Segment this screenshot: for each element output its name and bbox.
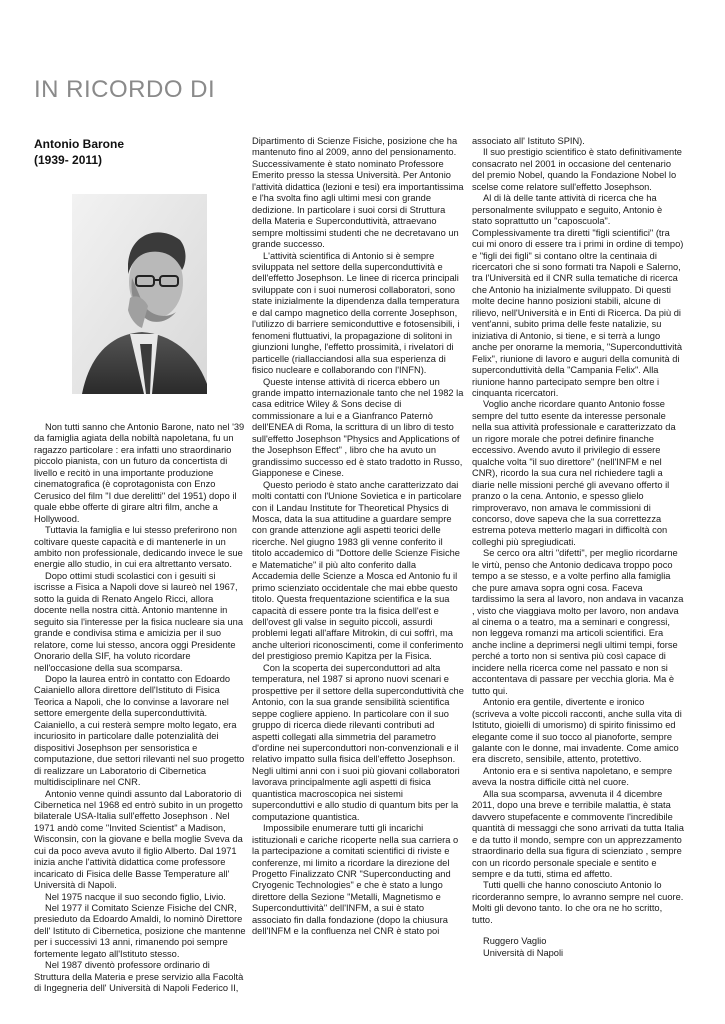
paragraph: Antonio venne quindi assunto dal Laboratorio di Cibernetica nel 1968 ed entrò subito in un progetto bilaterale USA-Italia sull'effetto Josephson . Nel 1971 andò come "Invited Scientist" a Madison, Wisconsin, con la giovane e bella moglie Sveva da cui da poco aveva avuto il figlio Alberto. Dal 1971 inizia anche l'attività didattica come professore incaricato di Fisica delle Basse Temperature all' Università di Napoli. [34, 788, 243, 891]
paragraph: Se cerco ora altri "difetti", per meglio ricordarne le virtù, penso che Antonio dedicava troppo poco tempo a se stesso, e a volte perfino alla famiglia che pure amava sopra ogni cosa. Faceva tardissimo la sera al lavoro, non andava in vacanza , visto che viaggiava molto per lavoro, non andava al cinema o a teatro, ma a seminari e congressi, non leggeva romanzi ma articoli scientifici. Era anche incline a deprimersi negli ultimi tempi, forse perché a torto non si sentiva più così capace di incidere nella ricerca come nel passato e non si accontentava di passare per vecchia gloria. Ma è tutto qui. [472, 548, 684, 696]
article-column-2 [252, 136, 464, 938]
paragraph: Al di là delle tante attività di ricerca che ha personalmente sviluppato e seguito, Antonio è stato soprattutto un "caposcuola". Complessivamente tra diretti "figli scientifici" (tra cui mi onoro di essere tra i primi in ordine di tempo) e "figli dei figli" si contano oltre la centinaia di ricercatori che si sono formati tra Napoli e Salerno, tra l'Università ed il CNR sulla tematiche di ricerca che Antonio ha inizialmente sviluppato. Di questi molte decine hanno posizioni stabili, alcune di rilievo, nell'Università e in Enti di Ricerca. Da più di vent'anni, subito prima delle feste natalizie, su iniziativa di Antonio, si tiene, e si terrà a lungo anche per onorarne la memoria, "Superconduttività Felix", riunione di lavoro e auguri della comunità di superconduttività della "Campania Felix". Alla riunione hanno partecipato sempre ben oltre i cinquanta ricercatori. [472, 193, 684, 398]
paragraph: Nel 1987 diventò professore ordinario di Struttura della Materia e prese servizio alla Facoltà di Ingegneria dell' Università di Napoli Federico II, [34, 960, 244, 994]
section-title: IN RICORDO DI [34, 76, 216, 103]
paragraph: Queste intense attività di ricerca ebbero un grande impatto internazionale tanto che nel 1982 la casa editrice Wiley & Sons decise di commissionare a lui e a Gianfranco Paternò dell'ENEA di Roma, la scrittura di un libro di testo sull'effetto Josephson "Physics and Applications of the Josephson Effect" , libro che ha avuto un grandissimo successo ed è stato tradotto in Russo, Giapponese e Cinese. [252, 376, 464, 479]
person-name: Antonio Barone [34, 137, 124, 151]
article-column-3 [472, 136, 684, 959]
signature-name: Ruggero Vaglio [483, 936, 547, 947]
paragraph: Con la scoperta dei superconduttori ad alta temperatura, nel 1987 si aprono nuovi scenari e prospettive per il settore della superconduttività che Antonio, con la sua grande sensibilità scientifica seppe cogliere appieno. In particolare con il suo gruppo di ricerca diede rilevanti contributi ad aspetti collegati alla simmetria del parametro d'ordine nei superconduttori non-convenzionali e il relativo impatto sulla fisica dell'effetto Josephson. Negli ultimi anni con i suoi più giovani collaboratori lavorava principalmente agli aspetti di fisica quantistica macroscopica nei sistemi superconduttivi e allo studio di quantum bits per la computazione quantistica. [252, 662, 464, 822]
paragraph: Voglio anche ricordare quanto Antonio fosse sempre del tutto esente da interesse personale nella sua attività professionale e caratterizzato da un rigore morale che potrei definire finanche eccessivo. Avendo avuto il privilegio di essere qualche volta "il suo direttore" (nell'INFM e nel CNR), ricordo la sua cura nel richiedere tagli a diarie nelle missioni perché gli avevano offerto il pranzo o la cena. Antonio, e spesso glielo rimproveravo, non amava le commissioni di concorso, dove sapeva che la sua correttezza estrema poteva metterlo magari in difficoltà con colleghi più spregiudicati. [472, 399, 676, 547]
portrait-photo-icon [72, 194, 207, 394]
signature-affiliation: Università di Napoli [483, 947, 564, 958]
paragraph: Impossibile enumerare tutti gli incarichi istituzionali e cariche ricoperte nella sua carriera o la partecipazione a comitati scientifici di riviste e conferenze, mi limito a ricordare la direzione del Progetto Finalizzato CNR "Superconducting and Cryogenic Technologies" e che è stato a lungo direttore della Sezione "Metalli, Magnetismo e Superconduttività" dell'INFM, a sui è stato associato fin dalla fondazione (dopo la chiusura dell'INFM e la confluenza nel CNR è stato poi [252, 823, 459, 937]
paragraph: Nel 1977 il Comitato Scienze Fisiche del CNR, presieduto da Edoardo Amaldi, lo nominò Direttore dell' Istituto di Cibernetica, posizione che mantenne per i successivi 13 anni, rimanendo poi sempre fortemente legato all'Istituto stesso. [34, 903, 246, 959]
paragraph: L'attività scientifica di Antonio si è sempre sviluppata nel settore della superconduttività e dell'effetto Josephson. Le linee di ricerca principali sviluppate con i suoi numerosi collaboratori, sono state inizialmente la dipendenza dalla temperatura e dal campo magnetico della corrente Josephson, l'utilizzo di barriere semiconduttive e fotosensibili, i fenomeni fluttuativi, la propagazione di solitoni in giunzioni lunghe, l'effetto prossimità, i rivelatori di particelle (riallacciandosi alla sua esperienza di fisico nucleare e collaborando con l'INFN). [252, 250, 460, 376]
article-column-1 [34, 136, 246, 995]
paragraph: Non tutti sanno che Antonio Barone, nato nel '39 da famiglia agiata della nobiltà napoletana, fu un ragazzo particolare : era infatti uno straordinario piccolo pianista, con un futuro da concertista di livello e recitò in una importante produzione cinematografica (è coprotagonista con Enzo Cerusico del film "I due derelitti" del 1951) dopo il quale ebbe offerte di girare altri film, anche a Hollywood. [34, 422, 245, 524]
paragraph: Tutti quelli che hanno conosciuto Antonio lo ricorderanno sempre, lo avranno sempre nel cuore. Molti gli devono tanto. Io che ora ne ho scritto, tutto. [472, 880, 684, 925]
paragraph: Antonio era gentile, divertente e ironico (scriveva a volte piccoli racconti, anche sulla vita di Istituto, gioielli di umorismo) di spirito finissimo ed elegante come il suo tocco al pianoforte, sempre galante con le donne, mai invadente. Come amico era discreto, sensibile, attento, protettivo. [472, 697, 682, 765]
paragraph: Dopo ottimi studi scolastici con i gesuiti si iscrisse a Fisica a Napoli dove si laureò nel 1967, sotto la guida di Renato Angelo Ricci, allora docente nella nostra città. Antonio mantenne in seguito sia l'interesse per la fisica nucleare sia una grande e condivisa stima e amicizia per il suo relatore, come lui stesso, ancora oggi Presidente Onorario della SIF, ha voluto ricordare nell'occasione della sua scomparsa. [34, 570, 244, 673]
paragraph: Il suo prestigio scientifico è stato definitivamente consacrato nel 2001 in occasione del centenario del premio Nobel, quando la Fondazione Nobel lo scelse come relatore sull'effetto Josephson. [472, 147, 682, 192]
person-years: (1939- 2011) [34, 153, 103, 167]
paragraph: Tuttavia la famiglia e lui stesso preferirono non coltivare queste capacità e di mantenerle in un ambito non professionale, dedicando invece le sue energie allo studio, in cui era altrettanto versato. [34, 525, 243, 570]
paragraph: Alla sua scomparsa, avvenuta il 4 dicembre 2011, dopo una breve e terribile malattia, è stata davvero stupefacente e commovente l'incredibile quantità di messaggi che sono arrivati da tutta Italia e da tutto il mondo, sempre con un apprezzamento straordinario della sua figura di scienziato , sempre con un ricordo personale speciale e sentito e sempre e da tutti, stima ed affetto. [472, 788, 684, 879]
paragraph: Dopo la laurea entrò in contatto con Edoardo Caianiello allora direttore dell'Istituto di Fisica Teorica a Napoli, che lo convinse a lavorare nel settore emergente della superconduttività. Caianiello, a cui resterà sempre molto legato, era incuriosito in particolare dalle potenzialità dei dispositivi Josephson per sensoristica e computazione, due settori rilevanti nel suo progetto di realizzare un Laboratorio di Cibernetica multidisciplinare nel CNR. [34, 673, 245, 788]
paragraph: Antonio era e si sentiva napoletano, e sempre aveva la nostra difficile città nel cuore. [472, 765, 673, 788]
paragraph: associato all' Istituto SPIN). [472, 136, 585, 146]
paragraph: Nel 1975 nacque il suo secondo figlio, Livio. [45, 891, 226, 902]
signature [472, 936, 684, 959]
paragraph: Dipartimento di Scienze Fisiche, posizione che ha mantenuto fino al 2009, anno del pensionamento. Successivamente è stato nominato Professore Emerito presso la stessa Università. Per Antonio l'attività didattica (lezioni e tesi) era importantissima e l'ha svolta fino agli ultimi mesi con grande dedizione. In particolare i suoi corsi di Struttura della Materia e Superconduttività, attraevano sempre moltissimi studenti che ne decretavano un grande successo. [252, 136, 464, 250]
paragraph: Questo periodo è stato anche caratterizzato dai molti contatti con l'Unione Sovietica e in particolare con il Landau Institute for Theoretical Physics di Mosca, data la sua attitudine a guardare sempre con grande attenzione agli aspetti teorici delle ricerche. Nel giugno 1983 gli venne conferito il titolo accademico di "Dottore delle Scienze Fisiche e Matematiche" il più alto conferito dalla Accademia delle Scienze a Mosca ed Antonio fu il primo scienziato occidentale che mai ebbe questo titolo. Questa frequentazione scientifica e la sua capacità di essere ponte tra la fisica dell'est e dell'ovest gli valse in seguito piccoli, assurdi problemi legati all'affare Mitrokin, di cui soffrì, ma anche ulteriori riconoscimenti, come il conferimento del prestigioso premio Kapitza per la Fisica. [252, 479, 464, 662]
